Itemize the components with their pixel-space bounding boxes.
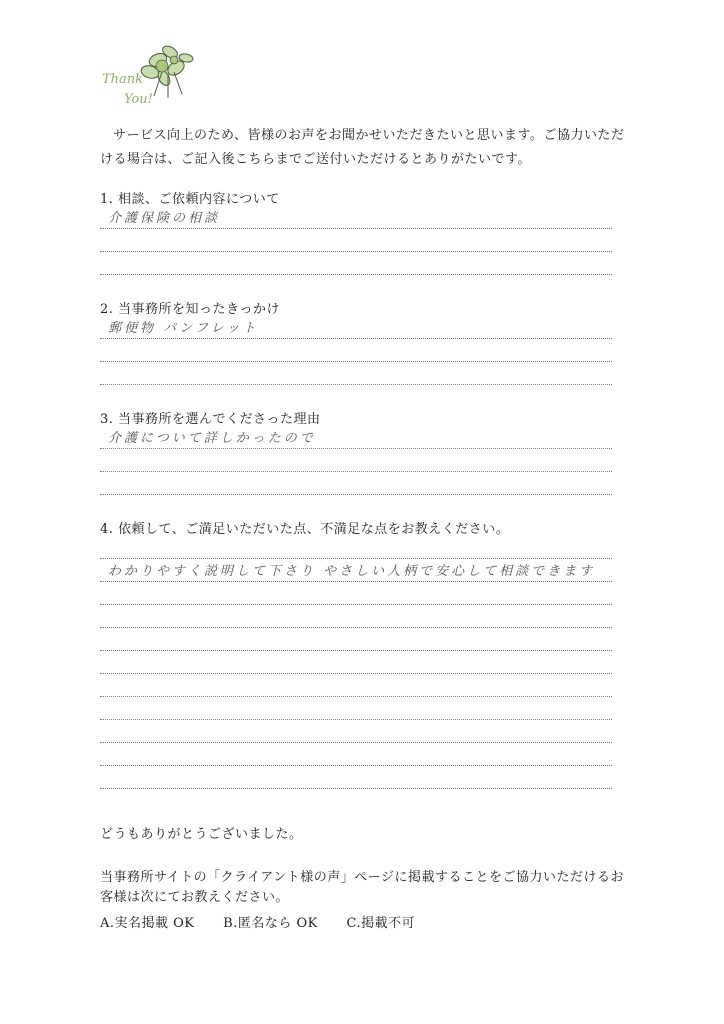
question-3-title: 3. 当事務所を選んでくださった理由 <box>100 412 321 427</box>
question-1-answer: 介護保険の相談 <box>108 211 221 226</box>
intro-text: サービス向上のため、皆様のお声をお聞かせいただきたいと思います。ご協力いただける場合は、ご記入後こちらまでご送付いただけるとありがたいです。 <box>100 128 625 167</box>
thank-you-logo <box>98 38 208 118</box>
consent-text: 当事務所サイトの「クライアント様の声」ページに掲載することをご協力いただけるお客様は次にてお教えください。 <box>100 870 625 905</box>
question-1-title: 1. 相談、ご依頼内容について <box>100 192 280 207</box>
question-4-answer: わかりやすく説明して下さり やさしい人柄で安心して相談できます <box>108 564 596 579</box>
question-2-answer: 郵便物 パンフレット <box>108 321 259 336</box>
question-3-answer-lines[interactable] <box>100 426 612 495</box>
option-real-name[interactable]: A.実名掲載 OK <box>100 916 195 931</box>
question-1-answer-lines[interactable] <box>100 206 612 275</box>
question-2-answer-lines[interactable] <box>100 316 612 385</box>
question-3-answer: 介護について詳しかったので <box>108 431 316 446</box>
option-not-allowed[interactable]: C.掲載不可 <box>346 916 416 931</box>
intro-paragraph <box>100 124 630 172</box>
question-2-title: 2. 当事務所を知ったきっかけ <box>100 302 281 317</box>
logo-word-you: You! <box>124 92 153 107</box>
thanks-text: どうもありがとうございました。 <box>100 827 303 842</box>
logo-word-thank: Thank <box>102 72 144 87</box>
option-anonymous[interactable]: B.匿名なら OK <box>223 916 318 931</box>
question-4-title: 4. 依頼して、ご満足いただいた点、不満足な点をお教えください。 <box>100 522 510 537</box>
question-4-answer-lines[interactable] <box>100 536 612 789</box>
consent-paragraph <box>100 868 630 908</box>
publication-options <box>100 912 439 931</box>
